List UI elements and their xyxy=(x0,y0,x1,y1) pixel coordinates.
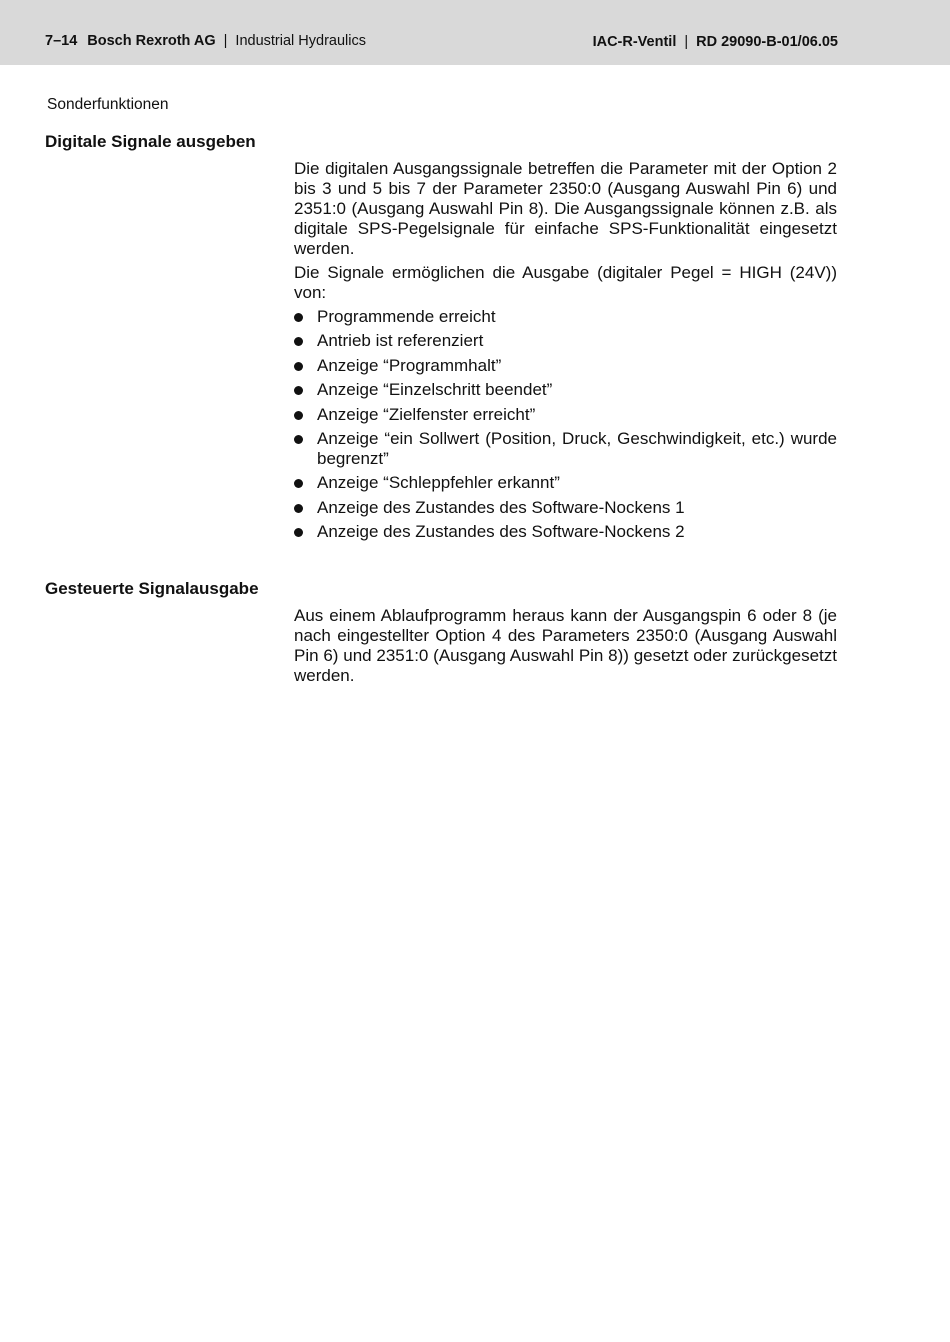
list-item xyxy=(294,331,837,351)
paragraph: Die digitalen Ausgangssignale betreffen die Parameter mit der Option 2 bis 3 und 5 bis 7 der Parameter 2350:0 (Ausgang Auswahl Pin 6) und 2351:0 (Ausgang Auswahl Pin 8). Die Ausgangssignale können z.B. als digitale SPS-Pegelsignale für einfache SPS-Funktionalität eingesetzt werden. xyxy=(294,159,837,258)
header-left xyxy=(45,33,366,49)
list-item xyxy=(294,380,837,400)
list-item-text: Anzeige “Schleppfehler erkannt” xyxy=(317,473,560,493)
section2-content xyxy=(294,606,837,690)
list-item xyxy=(294,405,837,425)
bullet-icon xyxy=(294,411,303,420)
bullet-icon xyxy=(294,504,303,513)
list-item-text: Anzeige des Zustandes des Software-Nockens 2 xyxy=(317,522,685,542)
paragraph: Aus einem Ablaufprogramm heraus kann der Ausgangspin 6 oder 8 (je nach eingestellter Option 4 des Parameters 2350:0 (Ausgang Auswahl Pin 6) und 2351:0 (Ausgang Auswahl Pin 8)) gesetzt oder zurückgesetzt werden. xyxy=(294,606,837,685)
list-item-text: Anzeige “Programmhalt” xyxy=(317,355,502,375)
header-separator: | xyxy=(223,33,228,49)
paragraph: Die Signale ermöglichen die Ausgabe (digitaler Pegel = HIGH (24V)) von: xyxy=(294,263,837,302)
list-item-text: Programmende erreicht xyxy=(317,307,496,326)
list-item-text: Anzeige des Zustandes des Software-Nockens 1 xyxy=(317,497,685,517)
list-item-text: Anzeige “ein Sollwert (Position, Druck, Geschwindigkeit, etc.) wurde begrenzt” xyxy=(317,428,837,468)
section-label: Sonderfunktionen xyxy=(47,96,169,113)
list-item xyxy=(294,429,837,469)
list-item xyxy=(294,307,837,327)
list-item-text: Anzeige “Zielfenster erreicht” xyxy=(317,404,536,424)
list-item xyxy=(294,473,837,493)
list-item xyxy=(294,522,837,542)
page-number: 7–14 xyxy=(45,33,78,49)
division-name: Industrial Hydraulics xyxy=(235,33,366,49)
product-name: IAC-R-Ventil xyxy=(592,34,677,50)
list-item xyxy=(294,356,837,376)
bullet-icon xyxy=(294,386,303,395)
bullet-icon xyxy=(294,313,303,322)
bullet-icon xyxy=(294,528,303,537)
section1-content xyxy=(294,159,837,547)
company-name: Bosch Rexroth AG xyxy=(87,33,216,49)
bullet-icon xyxy=(294,479,303,488)
list-item xyxy=(294,498,837,518)
heading-gesteuerte-signalausgabe: Gesteuerte Signalausgabe xyxy=(45,579,259,598)
bullet-icon xyxy=(294,362,303,371)
heading-digitale-signale: Digitale Signale ausgeben xyxy=(45,132,256,151)
header-right xyxy=(593,34,838,50)
document-number: RD 29090-B-01/06.05 xyxy=(696,34,838,50)
list-item-text: Antrieb ist referenziert xyxy=(317,331,484,351)
page-header xyxy=(0,0,950,65)
bullet-icon xyxy=(294,337,303,346)
doc-separator: | xyxy=(684,34,689,50)
signal-list xyxy=(294,307,837,542)
bullet-icon xyxy=(294,435,303,444)
list-item-text: Anzeige “Einzelschritt beendet” xyxy=(317,380,553,400)
